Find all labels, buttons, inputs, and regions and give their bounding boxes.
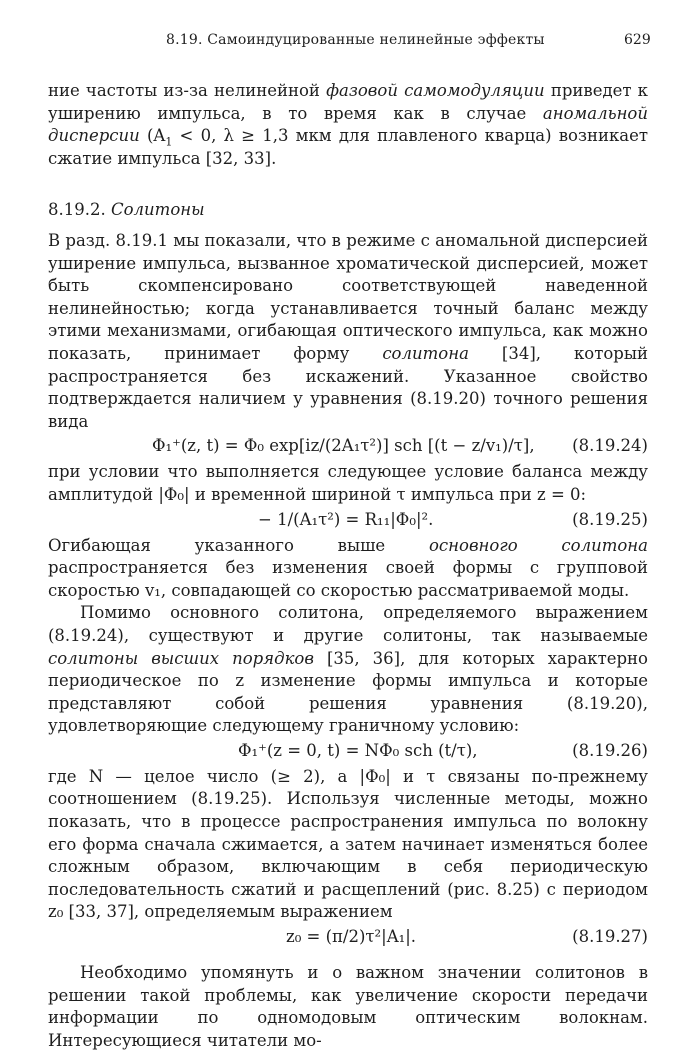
paragraph bbox=[48, 230, 648, 433]
emphasis-term: аномальной дисперсии bbox=[48, 103, 648, 146]
paragraph bbox=[48, 602, 648, 738]
equation-number: (8.19.24) bbox=[572, 436, 648, 456]
section-number: 8.19.2. bbox=[48, 200, 106, 219]
equation-8-19-27 bbox=[48, 924, 648, 952]
equation-8-19-25 bbox=[48, 507, 648, 535]
main-body bbox=[48, 230, 648, 1052]
emphasis-term: фазовой самомодуляции bbox=[326, 81, 545, 100]
text-run: [34], который распространяется без искажений. Указанное свойство подтверждается наличием у уравнения (8.19.20) точного решения вида bbox=[48, 343, 648, 431]
subscript: 1 bbox=[165, 135, 173, 149]
text-run: Огибающая указанного выше bbox=[48, 535, 429, 555]
text-run: распространяется без изменения своей формы с групповой скоростью v₁, совпадающей со скоростью рассматриваемой моды. bbox=[48, 558, 648, 600]
text-run: [35, 36], для которых характерно периодическое по z изменение формы импульса и которые представляют собой решения уравнения (8.19.20), удовлетворяющие следующему граничному условию: bbox=[48, 648, 648, 736]
emphasis-term: солитона bbox=[382, 343, 469, 363]
equation-text: Φ₁⁺(z = 0, t) = NΦ₀ sch (t/τ), bbox=[238, 740, 478, 760]
text-run: В разд. 8.19.1 мы показали, что в режиме с аномальной дисперсией уширение импульса, вызванное хроматической дисперсией, может быть скомпенсировано соответствующей наведенной нелинейностью; когда устанавливается точный баланс между этими механизмами, огибающая оптического импульса, как можно показать, принимает форму bbox=[48, 231, 648, 363]
text-run: Помимо основного солитона, определяемого выражением (8.19.24), существуют и другие солитоны, так называемые bbox=[48, 603, 648, 645]
emphasis-term: солитоны высших порядков bbox=[48, 648, 314, 668]
intro-paragraph bbox=[48, 80, 648, 170]
paragraph: при условии что выполняется следующее условие баланса между амплитудой |Φ₀| и временной шириной τ импульса при z = 0: bbox=[48, 462, 648, 504]
emphasis-term: основного солитона bbox=[428, 535, 648, 555]
equation-8-19-24 bbox=[48, 433, 648, 461]
paragraph: где N — целое число (≥ 2), а |Φ₀| и τ связаны по-прежнему соотношением (8.19.25). Используя численные методы, можно показать, что в процессе распространения импульса по волокну его форма сначала сжимается, а затем начинает изменяться более сложным образом, включающим в себя периодическую последовательность сжатий и расщеплений (рис. 8.25) с периодом z₀ [33, 37], определяемым выражением bbox=[48, 766, 648, 922]
text-run: < 0, λ ≥ 1,3 мкм для плавленого кварца) возникает сжатие импульса [32, 33]. bbox=[48, 126, 648, 168]
paragraph bbox=[48, 535, 648, 603]
text-run: (A bbox=[139, 126, 166, 146]
equation-number: (8.19.25) bbox=[572, 509, 648, 529]
equation-number: (8.19.27) bbox=[572, 927, 648, 947]
equation-text: z₀ = (π/2)τ²|A₁|. bbox=[286, 927, 417, 947]
paragraph: Необходимо упомянуть и о важном значении солитонов в решении такой проблемы, как увеличение скорости передачи информации по одномодовым оптическим волокнам. Интересующиеся читатели мо- bbox=[48, 963, 648, 1050]
text-run: приведет к уширению импульса, в то время как в случае bbox=[48, 81, 648, 123]
page-number: 629 bbox=[624, 32, 651, 48]
section-heading bbox=[48, 200, 205, 219]
equation-number: (8.19.26) bbox=[572, 740, 648, 760]
running-header: 8.19. Самоиндуцированные нелинейные эффекты bbox=[166, 32, 545, 48]
section-title: Солитоны bbox=[110, 200, 205, 219]
equation-text: − 1/(A₁τ²) = R₁₁|Φ₀|². bbox=[258, 509, 434, 529]
equation-text: Φ₁⁺(z, t) = Φ₀ exp[iz/(2A₁τ²)] sch [(t − z/v₁)/τ], bbox=[152, 436, 535, 456]
equation-8-19-26 bbox=[48, 738, 648, 766]
text-run: ние частоты из-за нелинейной bbox=[48, 81, 327, 100]
